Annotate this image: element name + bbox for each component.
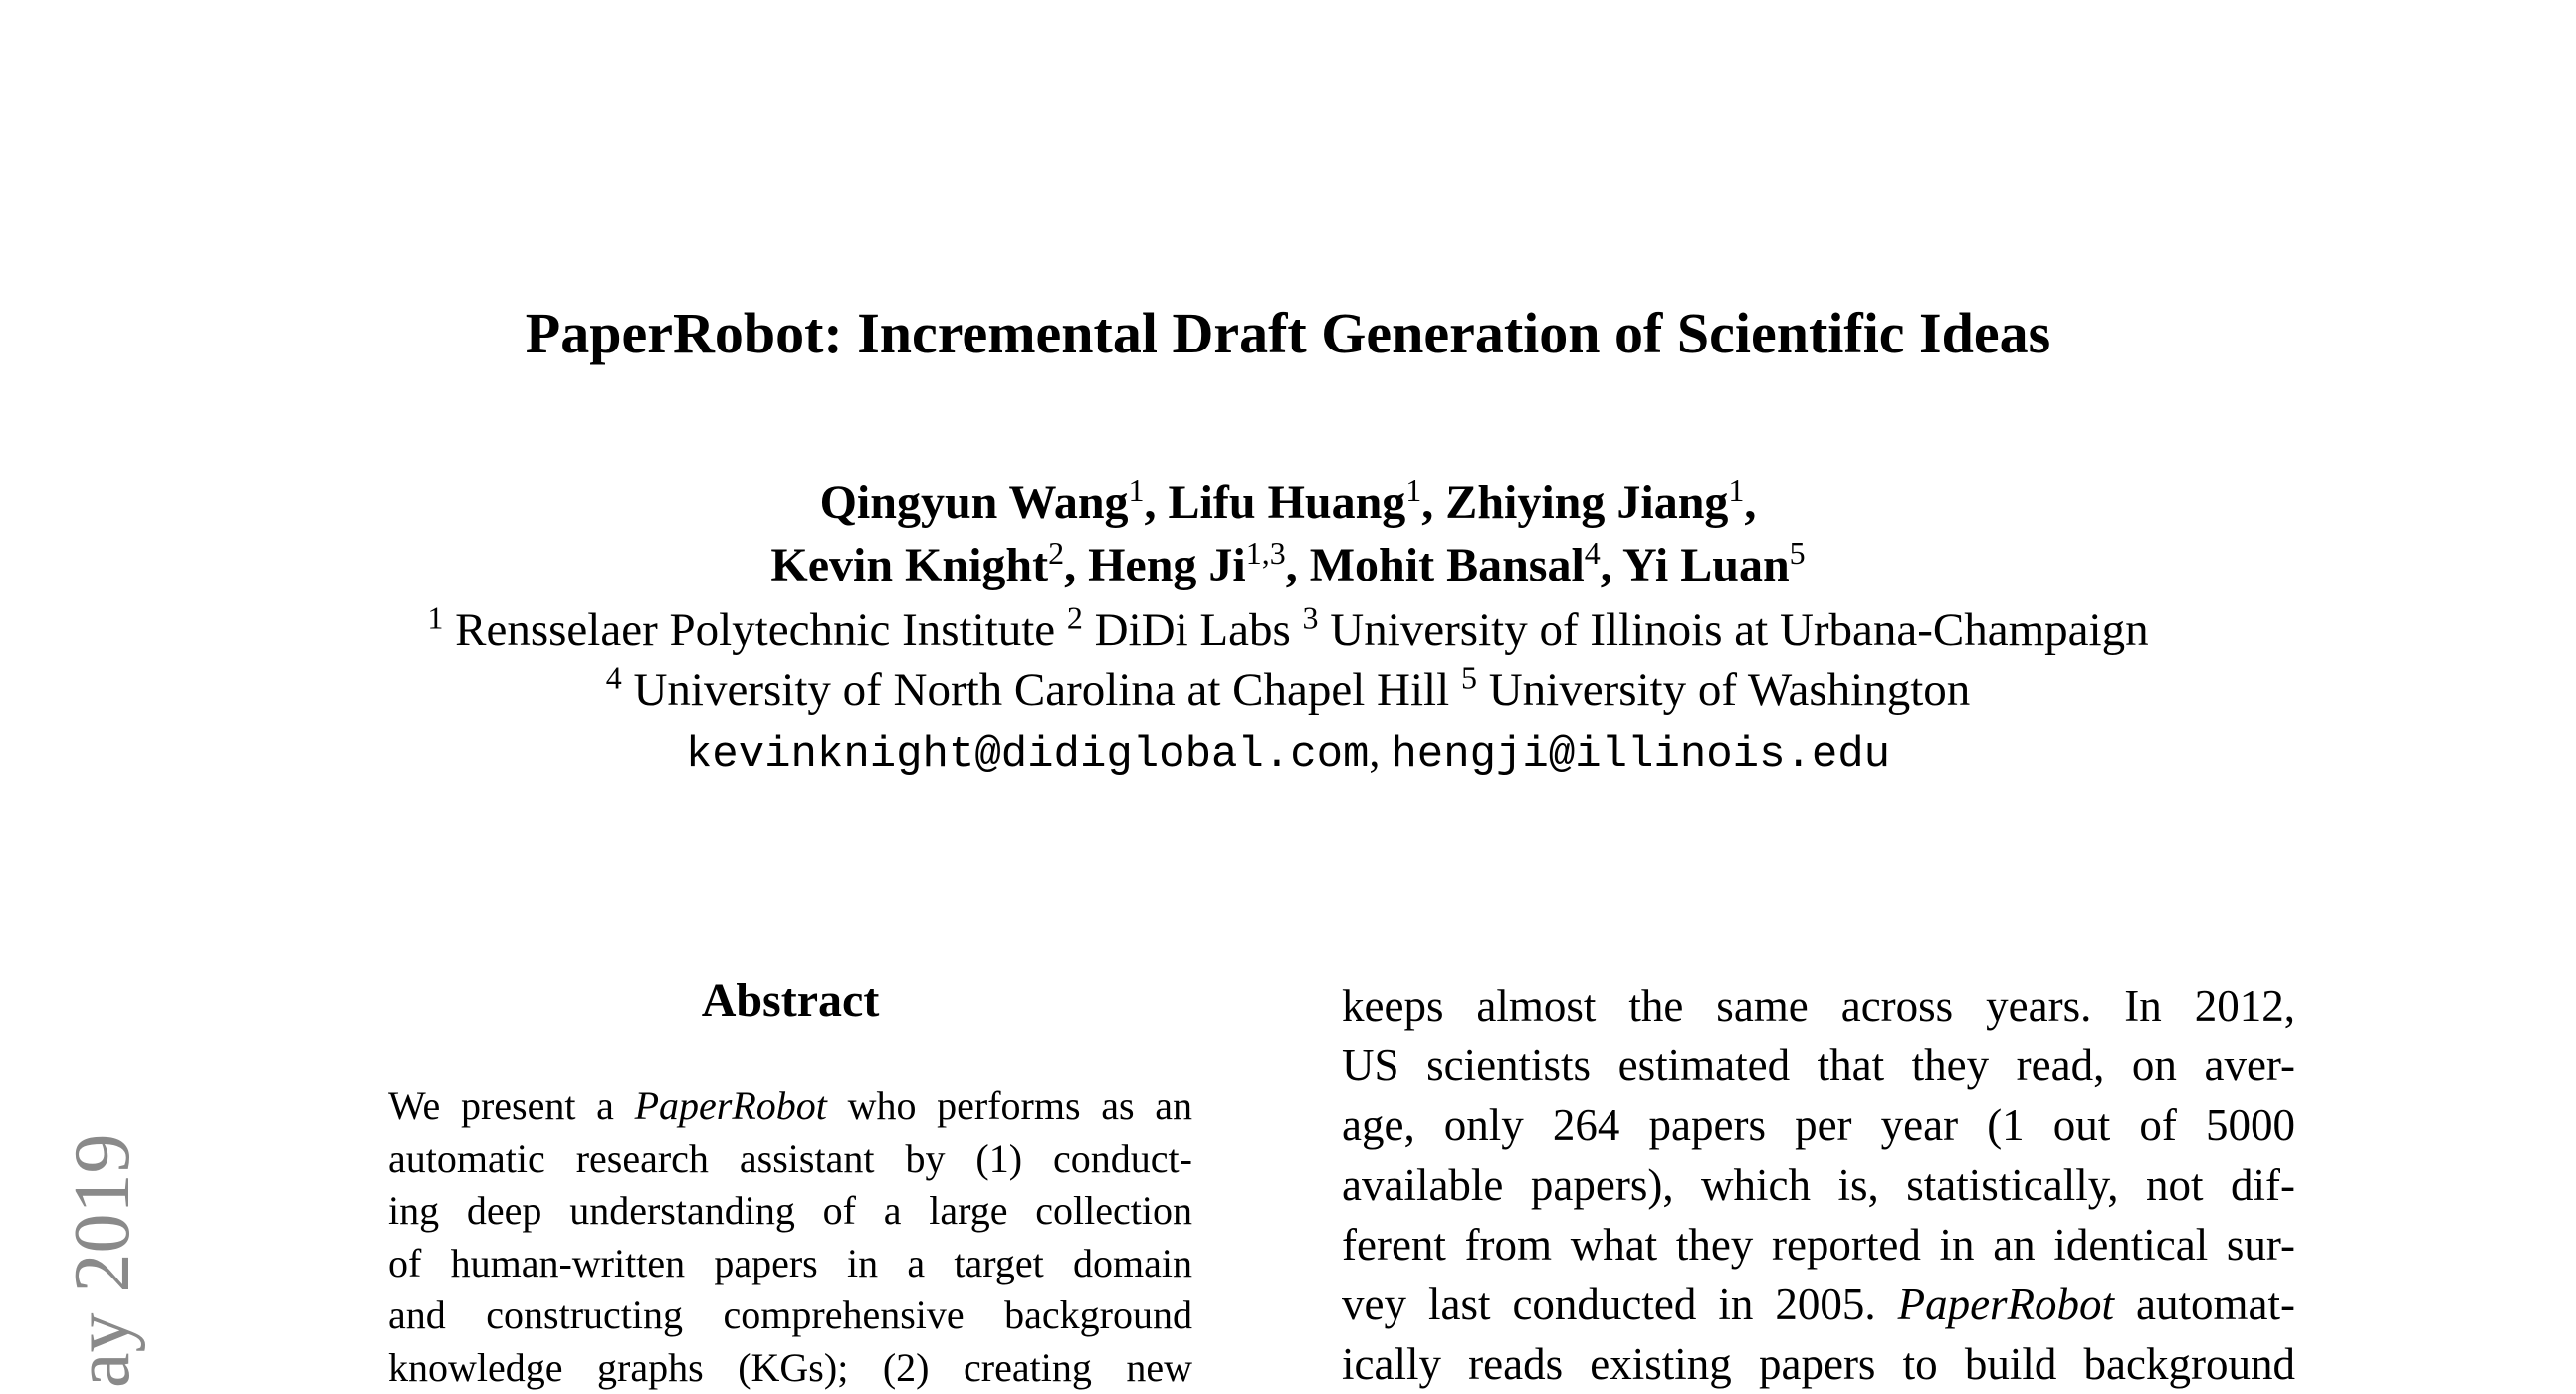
authors-line-2: [0, 536, 2576, 595]
body-line: ically reads existing papers to build background: [1342, 1334, 2295, 1394]
author: Yi Luan$^5$: [1622, 539, 1806, 591]
abstract-line: and constructing comprehensive background: [388, 1289, 1192, 1342]
affiliation: $^3$ University of Illinois at Urbana-Champaign: [1303, 604, 2149, 656]
body-line: US scientists estimated that they read, on aver-: [1342, 1036, 2295, 1095]
affiliation: $^5$ University of Washington: [1461, 664, 1970, 716]
affiliations-line-1: [0, 600, 2576, 660]
abstract-line: automatic research assistant by (1) conduct-: [388, 1133, 1192, 1186]
abstract-heading: Abstract: [388, 971, 1192, 1031]
body-line: keeps almost the same across years. In 2012,: [1342, 976, 2295, 1036]
author: Kevin Knight$^2$,: [770, 539, 1088, 591]
affiliation: $^1$ Rensselaer Polytechnic Institute: [427, 604, 1067, 656]
authors-line-1: [0, 473, 2576, 533]
affiliation: $^4$ University of North Carolina at Chapel Hill: [606, 664, 1461, 716]
abstract-line: ing deep understanding of a large collection: [388, 1185, 1192, 1238]
affiliation: $^2$ DiDi Labs: [1067, 604, 1303, 656]
email-kevin[interactable]: kevinknight@didiglobal.com: [686, 730, 1370, 780]
body-text-right-column: [1342, 976, 2295, 1394]
email-heng[interactable]: hengji@illinois.edu: [1391, 730, 1890, 780]
affiliations-line-2: [0, 660, 2576, 720]
body-line: vey last conducted in 2005. PaperRobot automat-: [1342, 1275, 2295, 1334]
paper-title: PaperRobot: Incremental Draft Generation of Scientific Ideas: [0, 299, 2576, 368]
abstract-line: of human-written papers in a target domain: [388, 1238, 1192, 1290]
author: Lifu Huang$^1$,: [1169, 476, 1446, 529]
body-line: age, only 264 papers per year (1 out of 5000: [1342, 1095, 2295, 1155]
author: Zhiying Jiang$^1$,: [1445, 476, 1756, 529]
author: Heng Ji$^{1,3}$,: [1088, 539, 1310, 591]
contact-emails: kevinknight@didiglobal.com, hengji@illinois.edu: [0, 722, 2576, 785]
body-line: ferent from what they reported in an identical sur-: [1342, 1215, 2295, 1275]
abstract-line: We present a PaperRobot who performs as an: [388, 1080, 1192, 1133]
author: Mohit Bansal$^4$,: [1310, 539, 1622, 591]
body-line: available papers), which is, statistically, not dif-: [1342, 1155, 2295, 1215]
abstract-line: knowledge graphs (KGs); (2) creating new: [388, 1342, 1192, 1394]
arxiv-sidebar-stamp: ay 2019: [58, 1133, 147, 1388]
author: Qingyun Wang$^1$,: [820, 476, 1169, 529]
abstract-body: [388, 1080, 1192, 1394]
